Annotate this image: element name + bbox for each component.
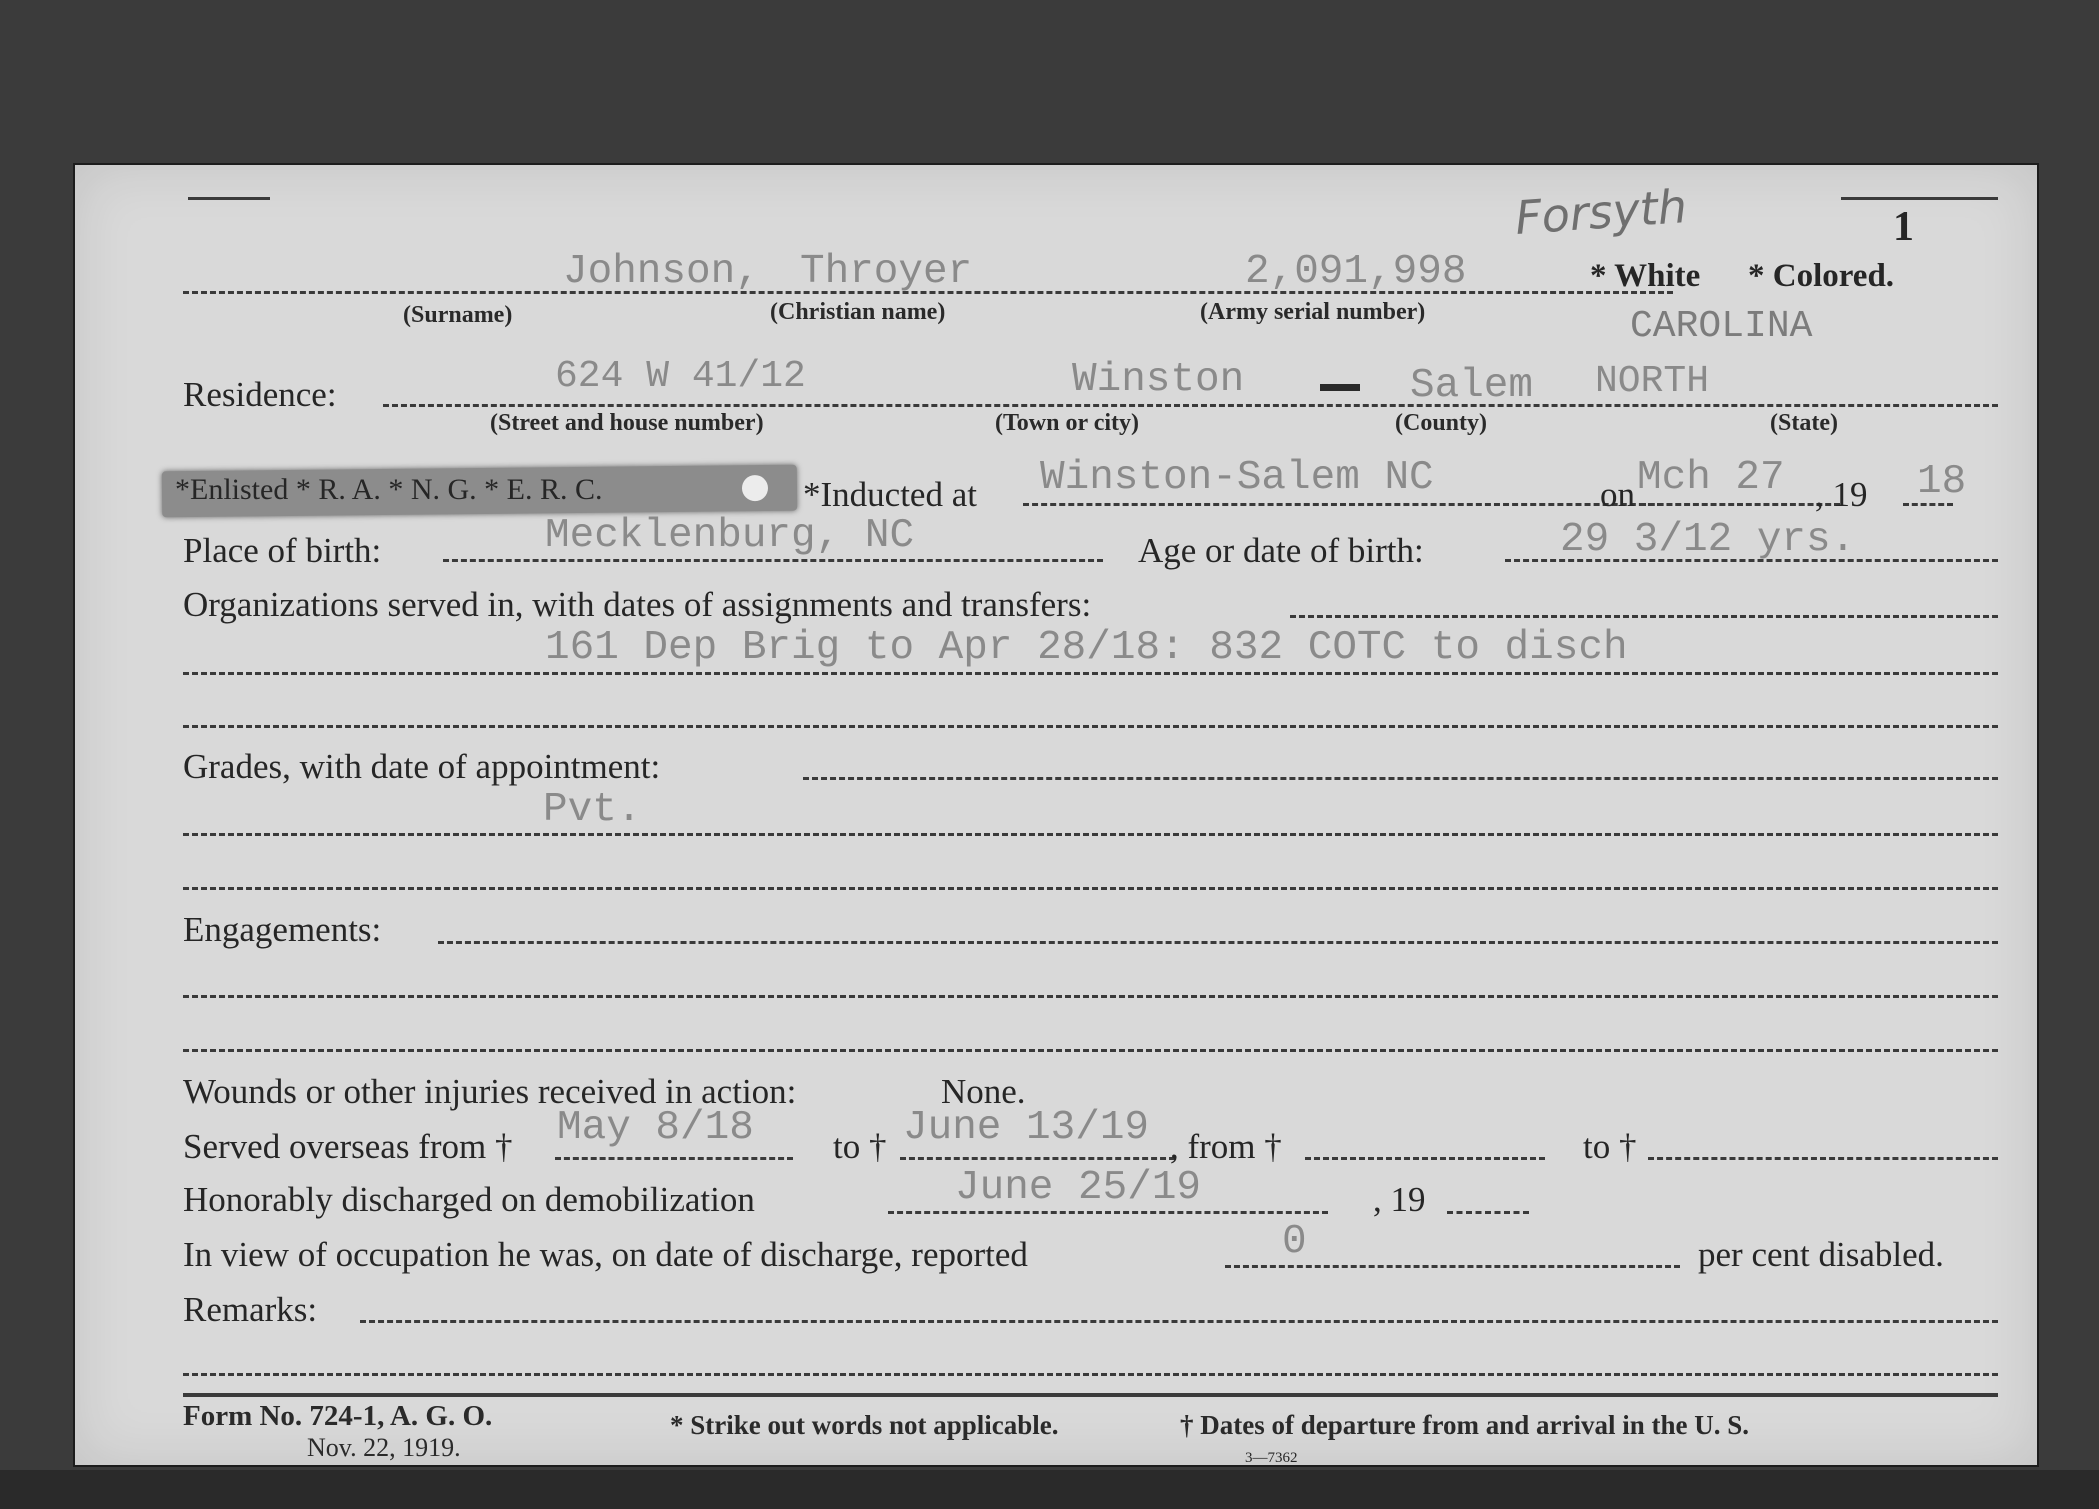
- white-label: * White: [1590, 258, 1701, 294]
- print-code: 3—7362: [1245, 1450, 1298, 1466]
- town-caption: (Town or city): [995, 410, 1139, 436]
- christian-caption: (Christian name): [770, 299, 946, 325]
- punch-hole: [742, 475, 768, 501]
- induction-date-line: [1640, 503, 1840, 506]
- surname-value: Johnson,: [563, 249, 760, 295]
- residence-state-line2: NORTH: [1595, 360, 1710, 403]
- induction-year-prefix: , 19: [1815, 475, 1868, 514]
- organizations-line-1: [1290, 615, 1998, 618]
- overseas-to: June 13/19: [903, 1105, 1150, 1151]
- discharge-year-line: [1447, 1211, 1529, 1214]
- remarks-line-1: [360, 1320, 1998, 1323]
- engagements-line-3: [183, 1049, 1998, 1052]
- county-note: Forsyth: [1513, 179, 1689, 245]
- disability-label: In view of occupation he was, on date of discharge, reported: [183, 1235, 1028, 1274]
- engagements-line-2: [183, 995, 1998, 998]
- enlisted-options: *Enlisted * R. A. * N. G. * E. R. C.: [175, 473, 603, 506]
- overseas-label: Served overseas from †: [183, 1127, 513, 1166]
- overseas-from-line: [555, 1157, 793, 1160]
- residence-line: [383, 404, 1998, 407]
- overseas-to2-line: [1648, 1157, 1998, 1160]
- background-shadow: [0, 1470, 2099, 1509]
- state-caption: (State): [1770, 410, 1838, 436]
- age-value: 29 3/12 yrs.: [1560, 517, 1856, 563]
- residence-label: Residence:: [183, 375, 337, 414]
- disability-line: [1225, 1265, 1680, 1268]
- top-right-rule: [1841, 197, 1998, 200]
- on-label: on: [1600, 475, 1635, 514]
- discharge-year-label: , 19: [1373, 1180, 1426, 1219]
- inducted-label: *Inducted at: [803, 475, 977, 514]
- serial-caption: (Army serial number): [1200, 299, 1426, 325]
- grades-line-1: [803, 777, 1998, 780]
- residence-street: 624 W 41/12: [555, 355, 806, 398]
- induction-year: 18: [1917, 459, 1967, 505]
- form-date: Nov. 22, 1919.: [307, 1433, 461, 1462]
- place-of-birth-line: [443, 559, 1103, 562]
- disability-value: 0: [1282, 1219, 1307, 1265]
- dates-note: † Dates of departure from and arrival in the U. S.: [1180, 1410, 1749, 1440]
- place-of-birth: Mecklenburg, NC: [545, 513, 915, 559]
- remarks-line-2: [183, 1373, 1998, 1376]
- organizations-value: 161 Dep Brig to Apr 28/18: 832 COTC to disch: [545, 625, 1628, 671]
- serial-number-value: 2,091,998: [1245, 249, 1467, 295]
- county-caption: (County): [1395, 410, 1488, 436]
- town-county-dash: [1320, 384, 1360, 391]
- organizations-line-3: [183, 725, 1998, 728]
- overseas-to2-label: to †: [1583, 1127, 1637, 1166]
- colored-label: * Colored.: [1748, 258, 1895, 294]
- strike-note: * Strike out words not applicable.: [670, 1410, 1059, 1440]
- organizations-line-2: [183, 672, 1998, 675]
- christian-name-value: Throyer: [800, 249, 973, 295]
- surname-caption: (Surname): [403, 302, 513, 328]
- inducted-line: [1023, 503, 1663, 506]
- card-number: 1: [1893, 204, 1914, 250]
- form-number: Form No. 724-1, A. G. O.: [183, 1400, 493, 1432]
- service-record-card: [75, 165, 2037, 1465]
- inducted-place: Winston-Salem NC: [1040, 455, 1434, 501]
- residence-state-line1: CAROLINA: [1630, 305, 1813, 348]
- overseas-from2-line: [1305, 1157, 1545, 1160]
- discharge-label: Honorably discharged on demobilization: [183, 1180, 755, 1219]
- induction-date: Mch 27: [1637, 455, 1785, 501]
- organizations-label: Organizations served in, with dates of assignments and transfers:: [183, 585, 1092, 624]
- grades-line-2: [183, 833, 1998, 836]
- residence-county: Salem: [1410, 363, 1534, 409]
- wounds-value: None.: [941, 1072, 1026, 1111]
- wounds-label: Wounds or other injuries received in action:: [183, 1072, 797, 1111]
- footer-rule: [183, 1393, 1998, 1397]
- grades-value: Pvt.: [543, 787, 642, 833]
- overseas-from: May 8/18: [557, 1105, 754, 1151]
- disability-suffix: per cent disabled.: [1698, 1235, 1944, 1274]
- engagements-label: Engagements:: [183, 910, 382, 949]
- residence-town: Winston: [1072, 357, 1245, 403]
- overseas-to-line: [900, 1157, 1175, 1160]
- remarks-label: Remarks:: [183, 1290, 318, 1329]
- street-caption: (Street and house number): [490, 410, 764, 436]
- grades-line-3: [183, 887, 1998, 890]
- overseas-to-label: to †: [833, 1127, 887, 1166]
- engagements-line-1: [438, 941, 1998, 944]
- age-label: Age or date of birth:: [1138, 531, 1424, 570]
- grades-label: Grades, with date of appointment:: [183, 747, 661, 786]
- top-left-rule: [188, 197, 270, 200]
- overseas-from2-label: , from †: [1170, 1127, 1282, 1166]
- discharge-date: June 25/19: [955, 1165, 1202, 1211]
- place-of-birth-label: Place of birth:: [183, 531, 382, 570]
- discharge-line: [888, 1211, 1328, 1214]
